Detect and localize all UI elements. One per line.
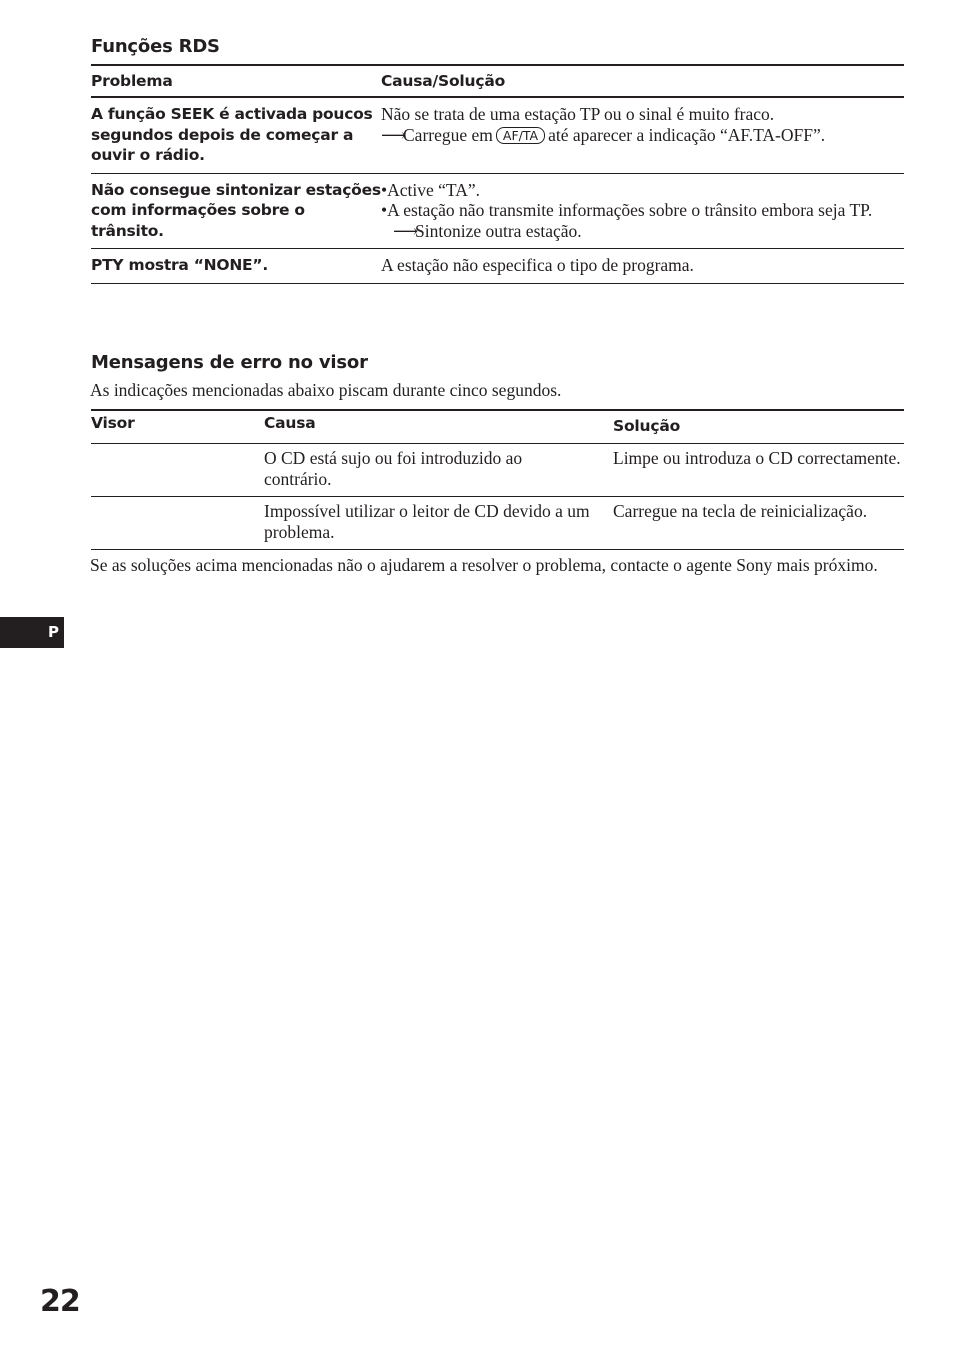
section-intro: As indicações mencionadas abaixo piscam durante cinco segundos. bbox=[90, 380, 562, 400]
section-title-errors: Mensagens de erro no visor bbox=[91, 352, 368, 373]
section-title-rds: Funções RDS bbox=[91, 36, 220, 57]
display-cell bbox=[91, 444, 264, 497]
solution-cell: Carregue na tecla de reinicialização. bbox=[613, 497, 904, 550]
page-number: 22 bbox=[40, 1284, 80, 1319]
footer-note: Se as soluções acima mencionadas não o ajudarem a resolver o problema, contacte o agente Sony mais próximo. bbox=[90, 555, 878, 575]
solution-action bbox=[381, 125, 904, 146]
bullet-item: •A estação não transmite informações sobre o trânsito embora seja TP. bbox=[381, 200, 873, 220]
table-header bbox=[91, 410, 904, 444]
solution-cell bbox=[381, 173, 904, 249]
solution-cell: Limpe ou introduza o CD correctamente. bbox=[613, 444, 904, 497]
header-display: Visor bbox=[91, 410, 264, 444]
arrow-right-icon: ⟶ bbox=[381, 124, 407, 145]
language-tab bbox=[0, 617, 64, 648]
table-row bbox=[91, 249, 904, 284]
table-row bbox=[91, 97, 904, 173]
table-row bbox=[91, 497, 904, 550]
solution-text: Não se trata de uma estação TP ou o sinal é muito fraco. bbox=[381, 104, 775, 124]
header-solution: Solução bbox=[613, 410, 904, 444]
solution-action: ⟶Sintonize outra estação. bbox=[393, 220, 582, 241]
problem-cell: Não consegue sintonizar estações com informações sobre o trânsito. bbox=[91, 173, 381, 249]
bullet-item: •Active “TA”. bbox=[381, 179, 480, 200]
bullet-icon: • bbox=[381, 179, 388, 200]
error-table bbox=[91, 409, 904, 550]
header-problem: Problema bbox=[91, 65, 381, 97]
language-tab-label: P bbox=[48, 623, 59, 641]
table-row bbox=[91, 444, 904, 497]
solution-cell: A estação não especifica o tipo de programa. bbox=[381, 249, 904, 284]
table-header bbox=[91, 65, 904, 97]
cause-cell: Impossível utilizar o leitor de CD devido a um problema. bbox=[264, 497, 613, 550]
table-row bbox=[91, 173, 904, 249]
rds-table bbox=[91, 64, 904, 284]
arrow-right-icon: ⟶ bbox=[393, 220, 419, 241]
problem-cell: PTY mostra “NONE”. bbox=[91, 249, 381, 284]
af-ta-key-label: AF/TA bbox=[496, 127, 545, 144]
action-text: Carregue em bbox=[403, 124, 493, 145]
header-cause-solution: Causa/Solução bbox=[381, 65, 904, 97]
display-cell bbox=[91, 497, 264, 550]
problem-cell: A função SEEK é activada poucos segundos depois de começar a ouvir o rádio. bbox=[91, 97, 381, 173]
cause-cell: O CD está sujo ou foi introduzido ao contrário. bbox=[264, 444, 613, 497]
header-cause: Causa bbox=[264, 410, 613, 444]
bullet-icon: • bbox=[381, 200, 388, 220]
solution-cell bbox=[381, 97, 904, 173]
action-text-end: até aparecer a indicação “AF.TA-OFF”. bbox=[548, 124, 826, 145]
